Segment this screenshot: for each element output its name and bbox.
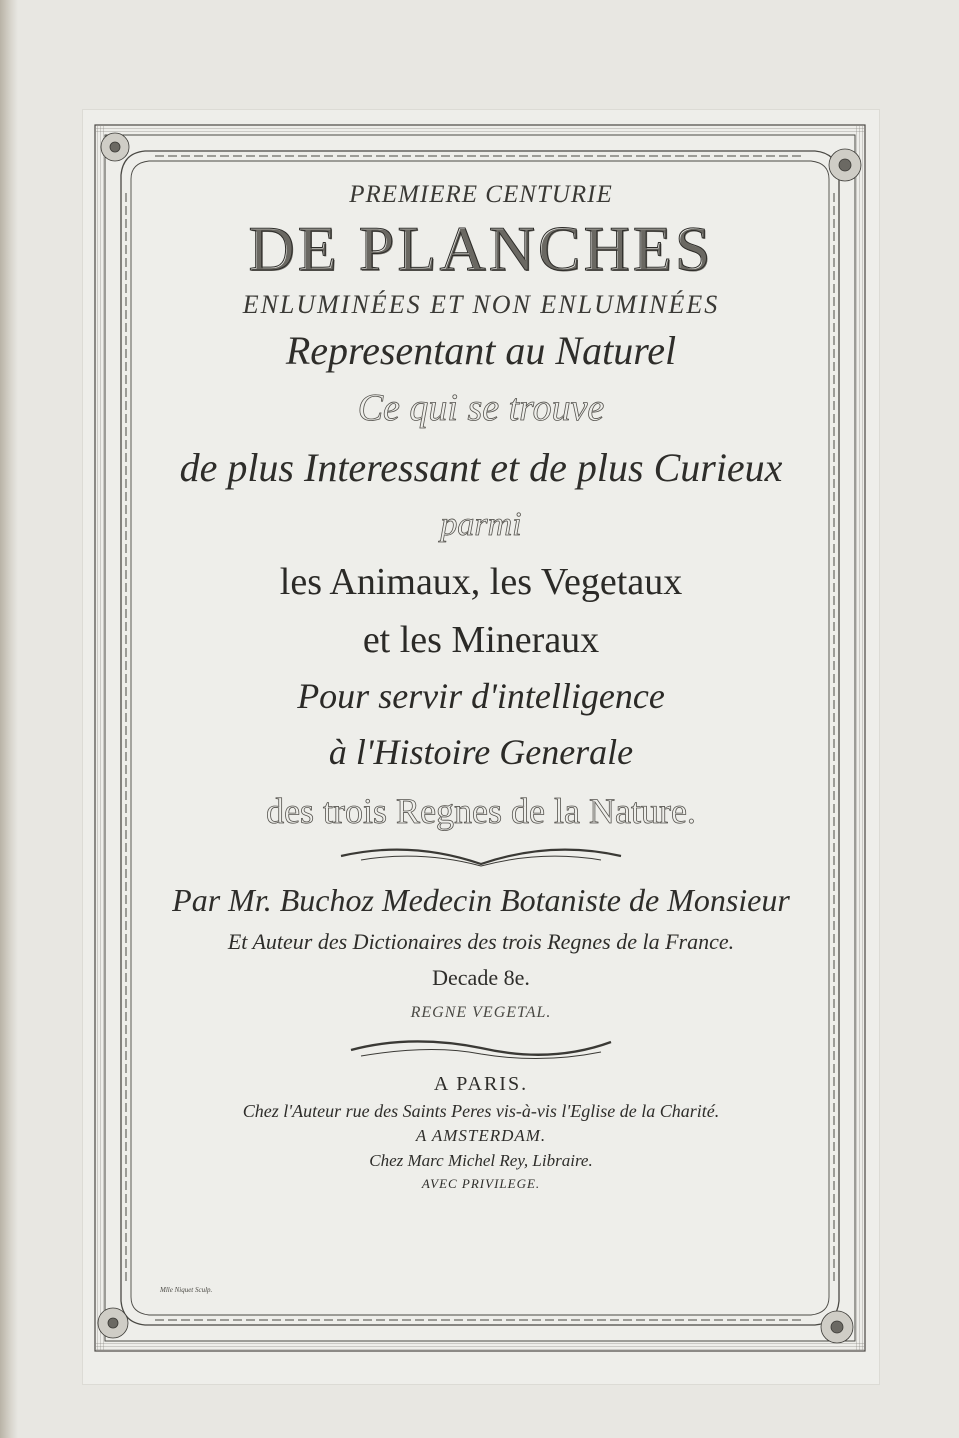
animaux-line: les Animaux, les Vegetaux	[279, 561, 683, 603]
title-text-block	[125, 178, 837, 1194]
interessant-line: de plus Interessant et de plus Curieux	[179, 445, 783, 490]
de-planches-title: DE PLANCHES	[248, 213, 714, 284]
author-line: Par Mr. Buchoz Medecin Botaniste de Monsieur	[172, 882, 790, 918]
regne-vegetal-line: REGNE VEGETAL.	[410, 1004, 552, 1021]
auteur-dictionaires-line: Et Auteur des Dictionaires des trois Regnes de la France.	[227, 929, 735, 954]
representant-line: Representant au Naturel	[285, 328, 677, 373]
ce-qui-se-trouve-line: Ce qui se trouve	[357, 387, 605, 429]
mineraux-line: et les Mineraux	[362, 619, 600, 661]
a-paris-line: A PARIS.	[433, 1073, 529, 1095]
flourish-ornament	[331, 842, 631, 876]
decade-line: Decade 8e.	[432, 965, 530, 990]
trois-regnes-line: des trois Regnes de la Nature.	[266, 791, 696, 831]
chez-auteur-line: Chez l'Auteur rue des Saints Peres vis-à-vis l'Eglise de la Charité.	[242, 1101, 720, 1121]
flourish-ornament-2	[341, 1030, 621, 1070]
parmi-line: parmi	[440, 506, 522, 543]
histoire-generale-line: à l'Histoire Generale	[328, 732, 634, 772]
a-amsterdam-line: A AMSTERDAM.	[415, 1126, 547, 1145]
spine-shadow	[0, 0, 18, 1438]
engraver-credit: Mlle Niquet Sculp.	[160, 1286, 213, 1294]
enluminees-line: ENLUMINÉES ET NON ENLUMINÉES	[242, 290, 720, 319]
chez-rey-line: Chez Marc Michel Rey, Libraire.	[369, 1151, 593, 1170]
pour-servir-line: Pour servir d'intelligence	[297, 676, 665, 716]
avec-privilege-line: AVEC PRIVILEGE.	[421, 1176, 541, 1191]
premiere-centurie-line: PREMIERE CENTURIE	[349, 181, 613, 208]
